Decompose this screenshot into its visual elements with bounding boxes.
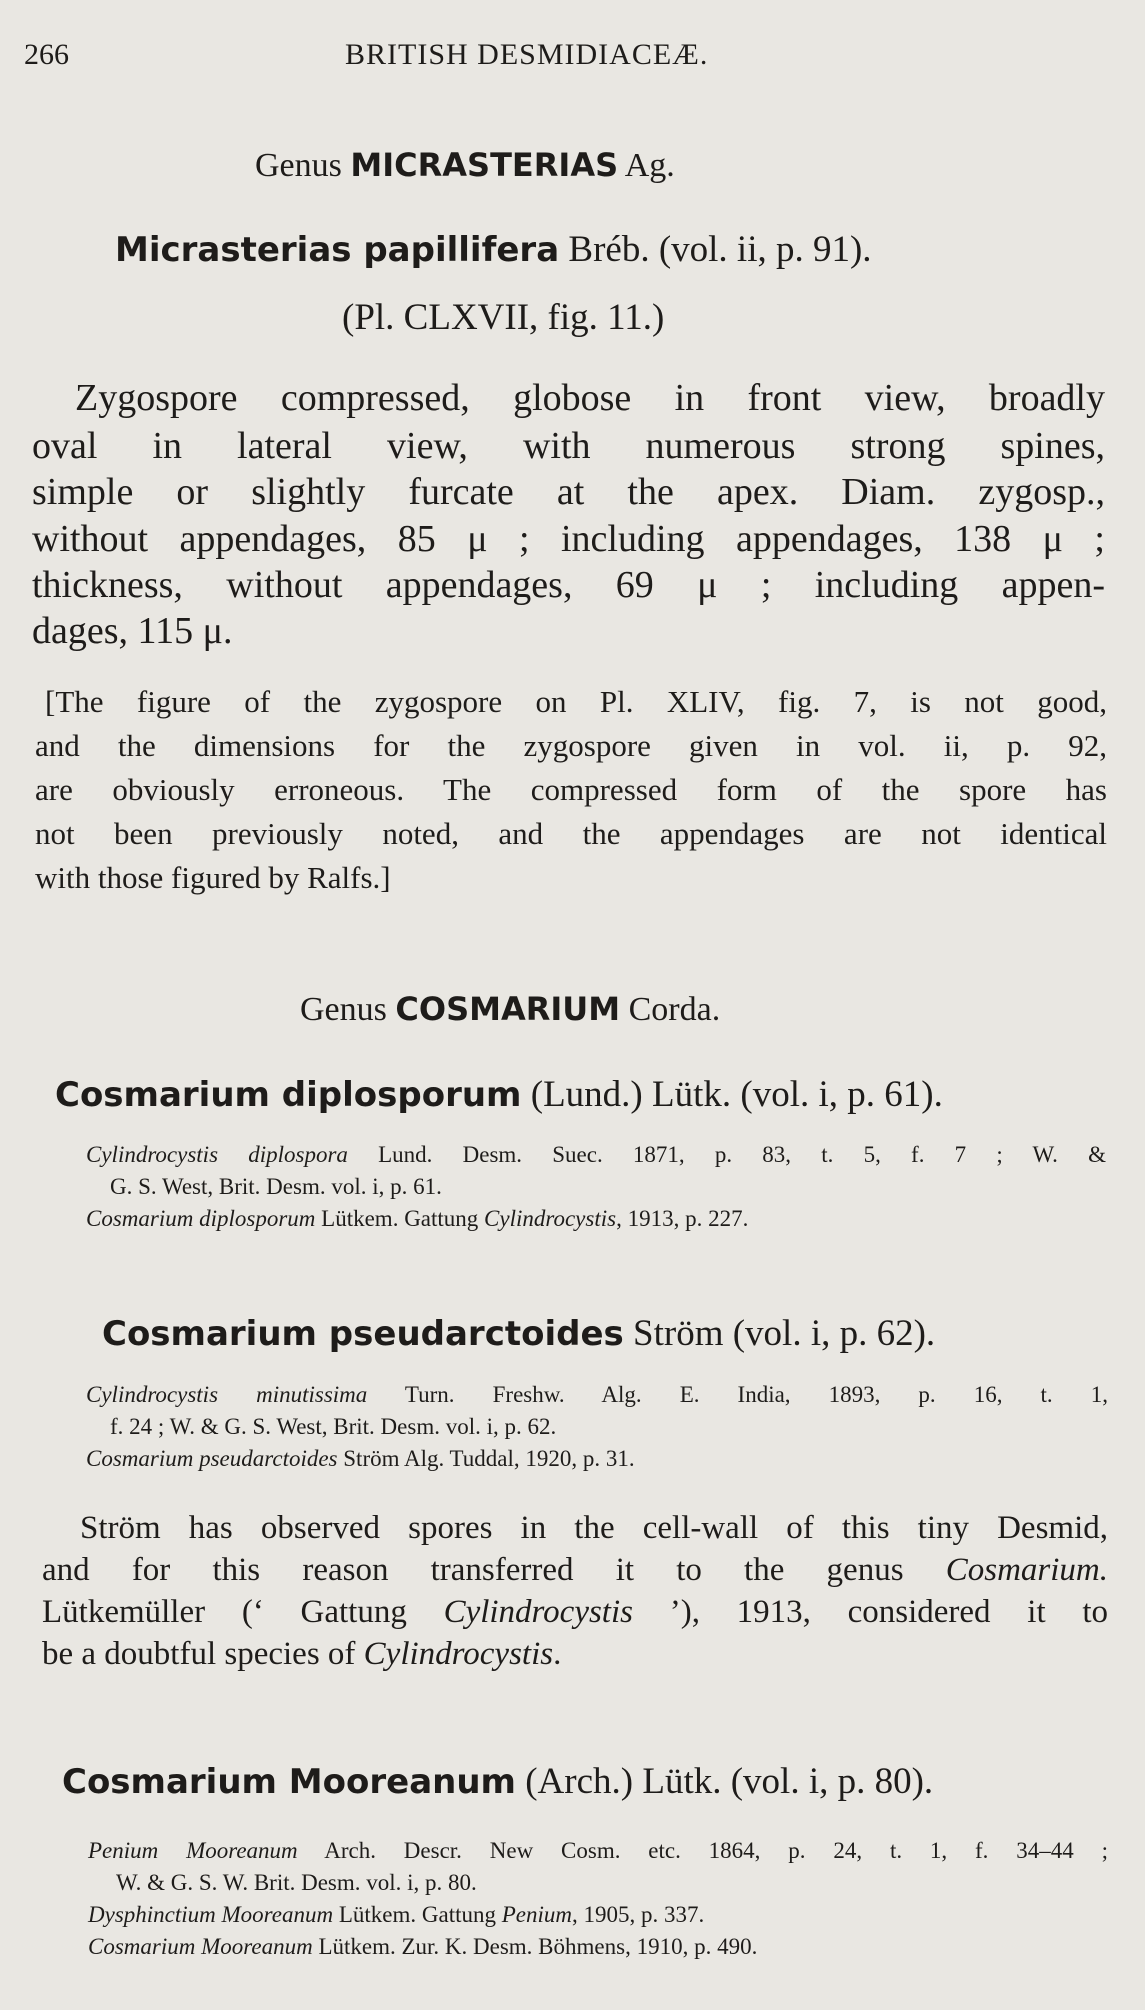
remark-genus: Cosmarium. [945,1552,1108,1588]
synonym-citation: Lütkem. Gattung [333,1902,502,1927]
remark-line [80,1510,1108,1547]
synonym-genus: Penium [501,1902,572,1927]
synonym-line [88,1838,1108,1864]
genus-heading [255,146,675,185]
description-line: simple or slightly furcate at the apex. Diam. zygosp., [32,471,1105,513]
species-heading [55,1073,943,1116]
synonym-citation: Turn. Freshw. Alg. E. India, 1893, p. 16, t. 1, [367,1382,1108,1407]
description-line: Zygospore compressed, globose in front view, broadly [75,377,1105,419]
synonym-line [88,1934,757,1960]
synonym-line [110,1414,556,1440]
genus-prefix: Genus [300,991,387,1028]
species-name: Micrasterias papillifera [115,230,560,270]
note-line: and the dimensions for the zygospore given in vol. ii, p. 92, [35,728,1107,763]
species-heading [62,1760,933,1803]
remark-line [42,1636,561,1673]
synonym-name: Cylindrocystis diplospora [86,1142,348,1167]
note-line: [The figure of the zygospore on Pl. XLIV, fig. 7, is not good, [45,684,1107,719]
synonym-line [86,1206,748,1232]
species-reference: Bréb. (vol. ii, p. 91). [568,229,872,270]
synonym-citation: Arch. Descr. New Cosm. etc. 1864, p. 24, t. 1, f. 34–44 ; [297,1838,1108,1863]
species-name: Cosmarium pseudarctoides [102,1314,624,1354]
synonym-name: Dysphinctium Mooreanum [88,1902,334,1927]
synonym-name: Cosmarium diplosporum [86,1206,316,1231]
remark-line [42,1594,1108,1631]
description-line: dages, 115 μ. [32,610,233,652]
synonym-line [88,1902,704,1928]
remark-text: . [553,1636,562,1672]
synonym-citation: f. 24 ; W. & G. S. West, Brit. Desm. vol. i, p. 62. [110,1414,557,1439]
note-line: are obviously erroneous. The compressed form of the spore has [35,772,1107,807]
synonym-line [86,1446,635,1472]
genus-prefix: Genus [255,147,342,184]
plate-reference: (Pl. CLXVII, fig. 11.) [342,297,665,338]
remark-line [42,1552,1108,1589]
remark-text: ’), 1913, considered it to [633,1594,1108,1630]
genus-name: COSMARIUM [395,990,621,1028]
synonym-genus: Cylindrocystis [484,1206,617,1231]
species-name: Cosmarium diplosporum [55,1075,522,1115]
species-reference: Ström (vol. i, p. 62). [633,1313,936,1354]
remark-text: and for this reason transferred it to the genus [42,1552,946,1588]
genus-name: MICRASTERIAS [350,146,619,184]
description-line: oval in lateral view, with numerous strong spines, [32,425,1105,467]
synonym-citation: Lütkem. Zur. K. Desm. Böhmens, 1910, p. 490. [312,1934,758,1959]
remark-genus: Cylindrocystis [363,1636,554,1672]
description-line: without appendages, 85 μ ; including appendages, 138 μ ; [32,518,1105,560]
synonym-citation: Lütkem. Gattung [315,1206,485,1231]
synonym-line [110,1174,442,1200]
species-heading [102,1312,935,1355]
running-title: BRITISH DESMIDIACEÆ. [345,38,709,71]
synonym-name: Cosmarium Mooreanum [88,1934,313,1959]
remark-text: be a doubtful species of [42,1636,364,1672]
synonym-name: Cosmarium pseudarctoides [86,1446,338,1471]
genus-author: Ag. [624,147,675,184]
synonym-line [116,1870,477,1896]
note-line: with those figured by Ralfs.] [35,860,391,895]
synonym-citation: , 1905, p. 337. [572,1902,705,1927]
species-name: Cosmarium Mooreanum [62,1762,516,1802]
synonym-citation: Lund. Desm. Suec. 1871, p. 83, t. 5, f. 7 ; W. & [347,1142,1106,1167]
synonym-name: Penium Mooreanum [88,1838,298,1863]
synonym-citation: W. & G. S. W. Brit. Desm. vol. i, p. 80. [116,1870,477,1895]
synonym-citation: , 1913, p. 227. [616,1206,749,1231]
description-line: thickness, without appendages, 69 μ ; including appen- [32,564,1105,606]
synonym-citation: G. S. West, Brit. Desm. vol. i, p. 61. [110,1174,442,1199]
page-number: 266 [24,38,69,71]
synonym-citation: Ström Alg. Tuddal, 1920, p. 31. [337,1446,635,1471]
genus-heading [300,990,720,1029]
remark-text: Ström has observed spores in the cell-wall of this tiny Desmid, [80,1510,1108,1546]
species-reference: (Lund.) Lütk. (vol. i, p. 61). [530,1074,943,1115]
note-line: not been previously noted, and the appendages are not identical [35,816,1107,851]
synonym-line [86,1382,1108,1408]
synonym-line [86,1142,1106,1168]
remark-genus: Cylindrocystis [443,1594,633,1630]
genus-author: Corda. [628,991,721,1028]
synonym-name: Cylindrocystis minutissima [86,1382,368,1407]
remark-text: Lütkemüller (‘ Gattung [42,1594,444,1630]
species-heading [115,228,872,271]
species-reference: (Arch.) Lütk. (vol. i, p. 80). [525,1761,934,1802]
